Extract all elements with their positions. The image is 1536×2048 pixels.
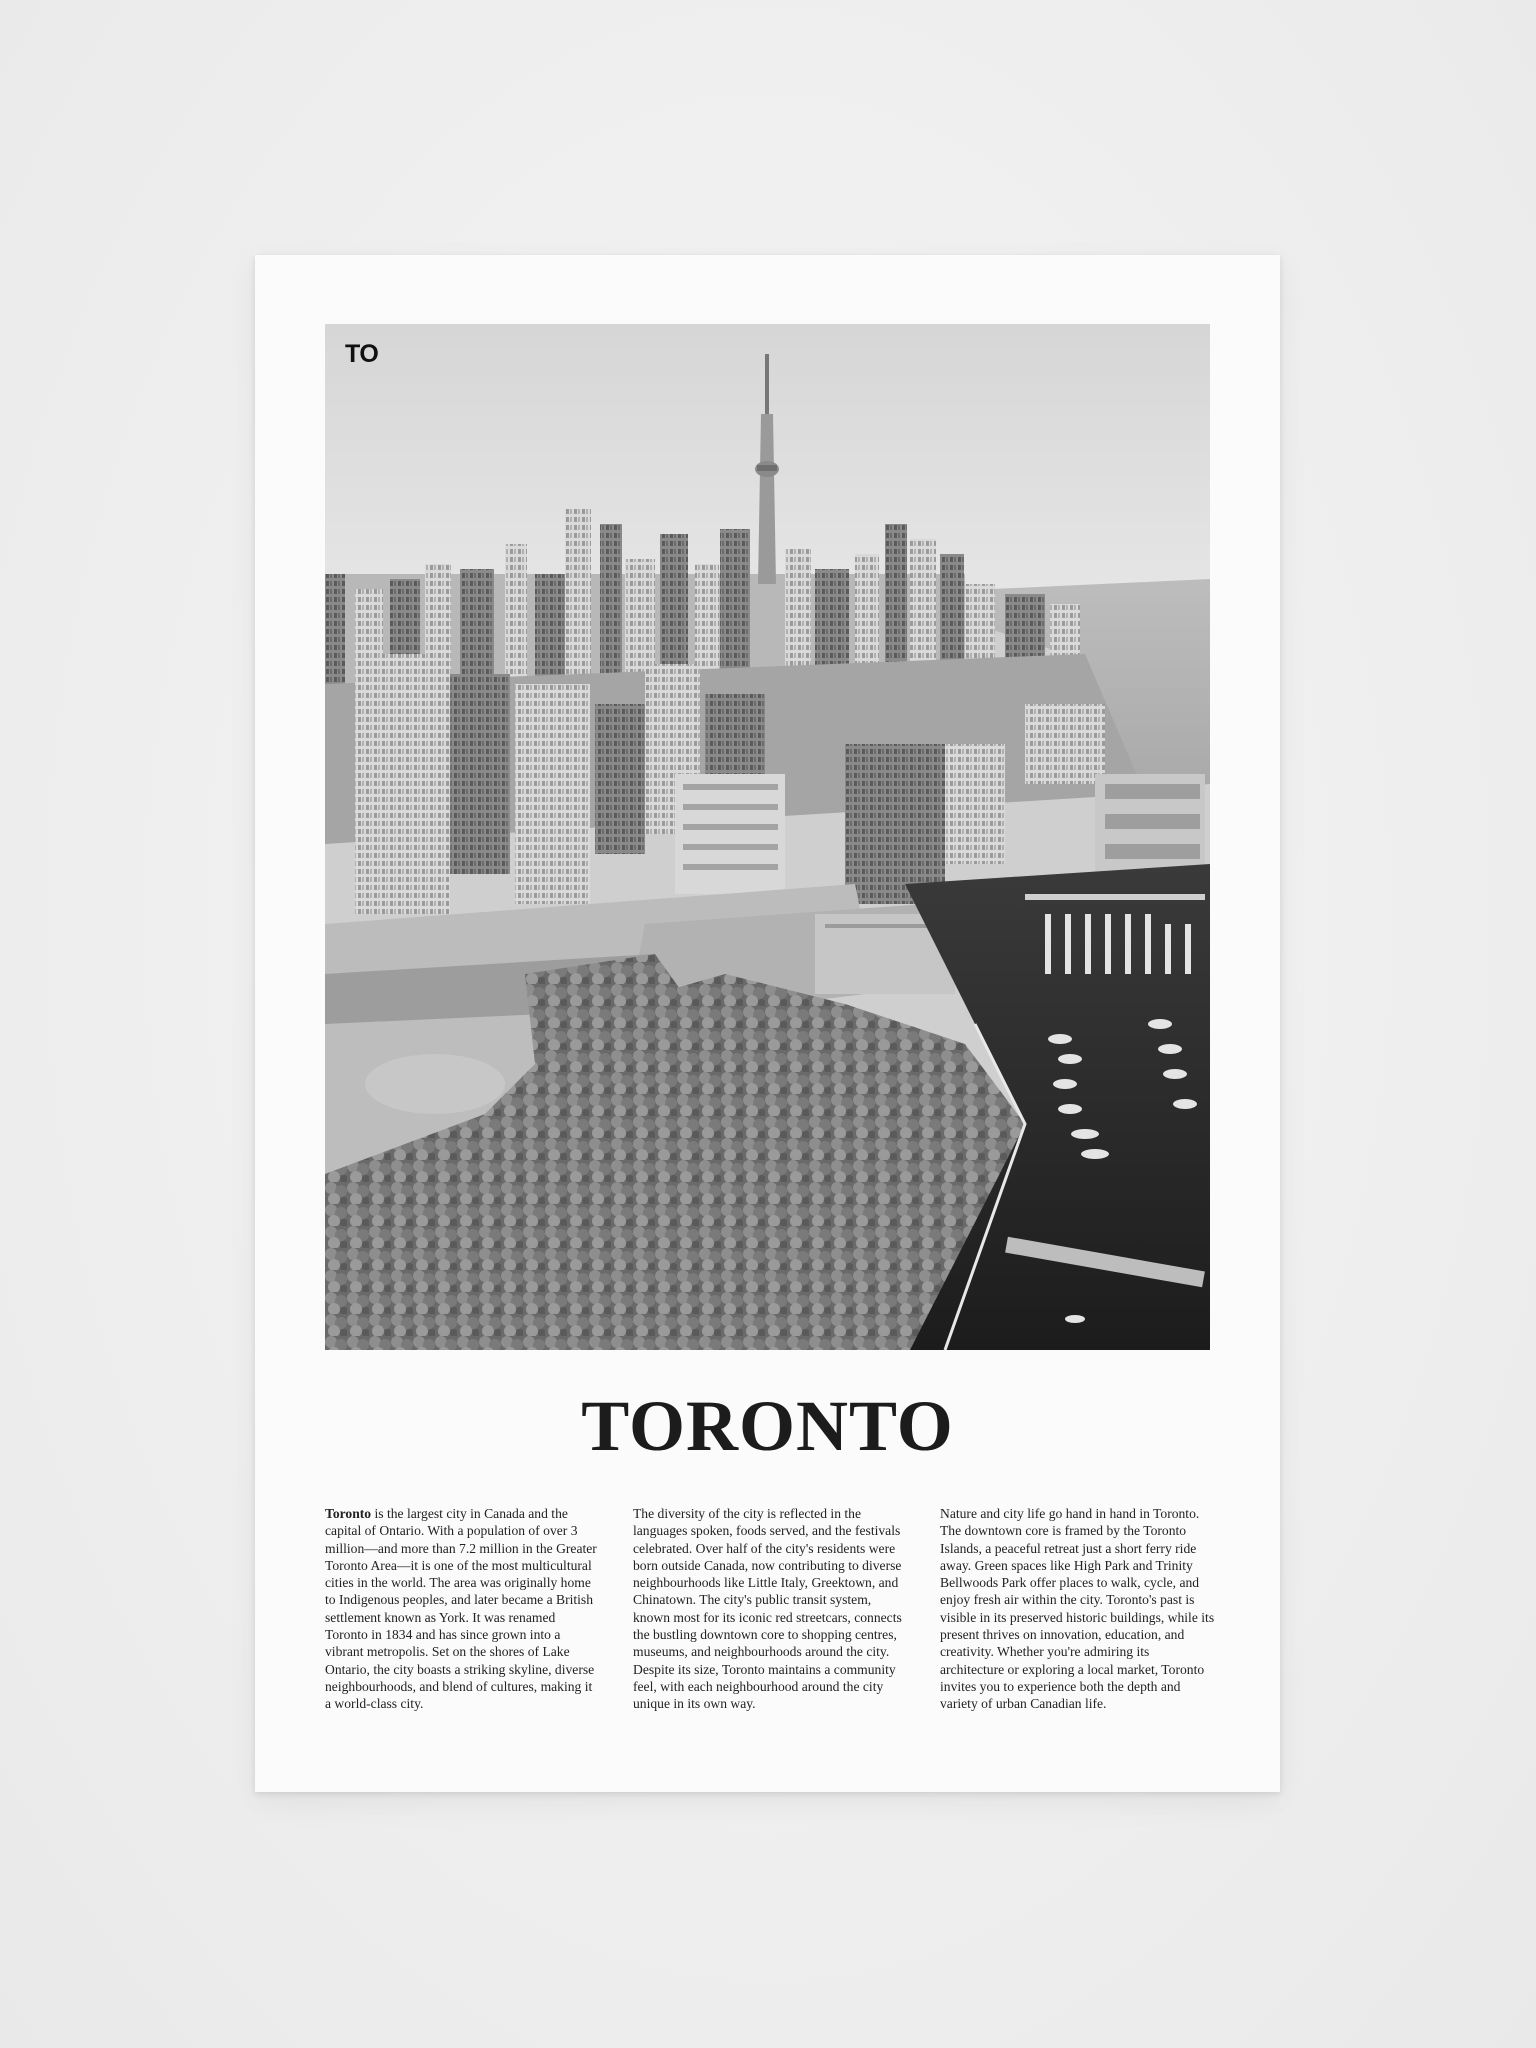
- city-badge: TO: [345, 340, 379, 368]
- aerial-city-illustration: [325, 324, 1210, 1350]
- column-2-text: The diversity of the city is reflected in the languages spoken, foods served, and the festivals celebrated. Over half of the city's residents were born outside Canada, now contributing to diverse neighbourhoods like Little Italy, Greektown, and Chinatown. The city's public transit system, known most for its iconic red streetcars, connects the bustling downtown core to shopping centres, museums, and neighbourhoods around the city. Despite its size, Toronto maintains a community feel, with each neighbourhood around the city unique in its own way.: [633, 1506, 902, 1712]
- poster-title: TORONTO: [581, 1386, 954, 1466]
- column-1-text: is the largest city in Canada and the capital of Ontario. With a population of over 3 million—and more than 7.2 million in the Greater Toronto Area—it is one of the most multicultural cities in the world. The area was originally home to Indigenous peoples, and later became a British settlement known as York. It was renamed Toronto in 1834 and has since grown into a vibrant metropolis. Set on the shores of Lake Ontario, the city boasts a striking skyline, diverse neighbourhoods, and blend of cultures, making it a world-class city.: [325, 1506, 597, 1712]
- text-column-3: [940, 1505, 1215, 1713]
- skyline-photo: [325, 324, 1210, 1350]
- poster: [255, 255, 1280, 1792]
- column-3-text: Nature and city life go hand in hand in Toronto. The downtown core is framed by the Toronto Islands, a peaceful retreat just a short ferry ride away. Green spaces like High Park and Trinity Bellwoods Park offer places to walk, cycle, and enjoy fresh air within the city. Toronto's past is visible in its preserved historic buildings, while its present thrives on innovation, education, and creativity. Whether you're admiring its architecture or exploring a local market, Toronto invites you to experience both the depth and variety of urban Canadian life.: [940, 1506, 1215, 1712]
- column-1-lead: Toronto: [325, 1506, 372, 1521]
- text-column-1: [325, 1505, 600, 1713]
- text-column-2: [633, 1505, 908, 1713]
